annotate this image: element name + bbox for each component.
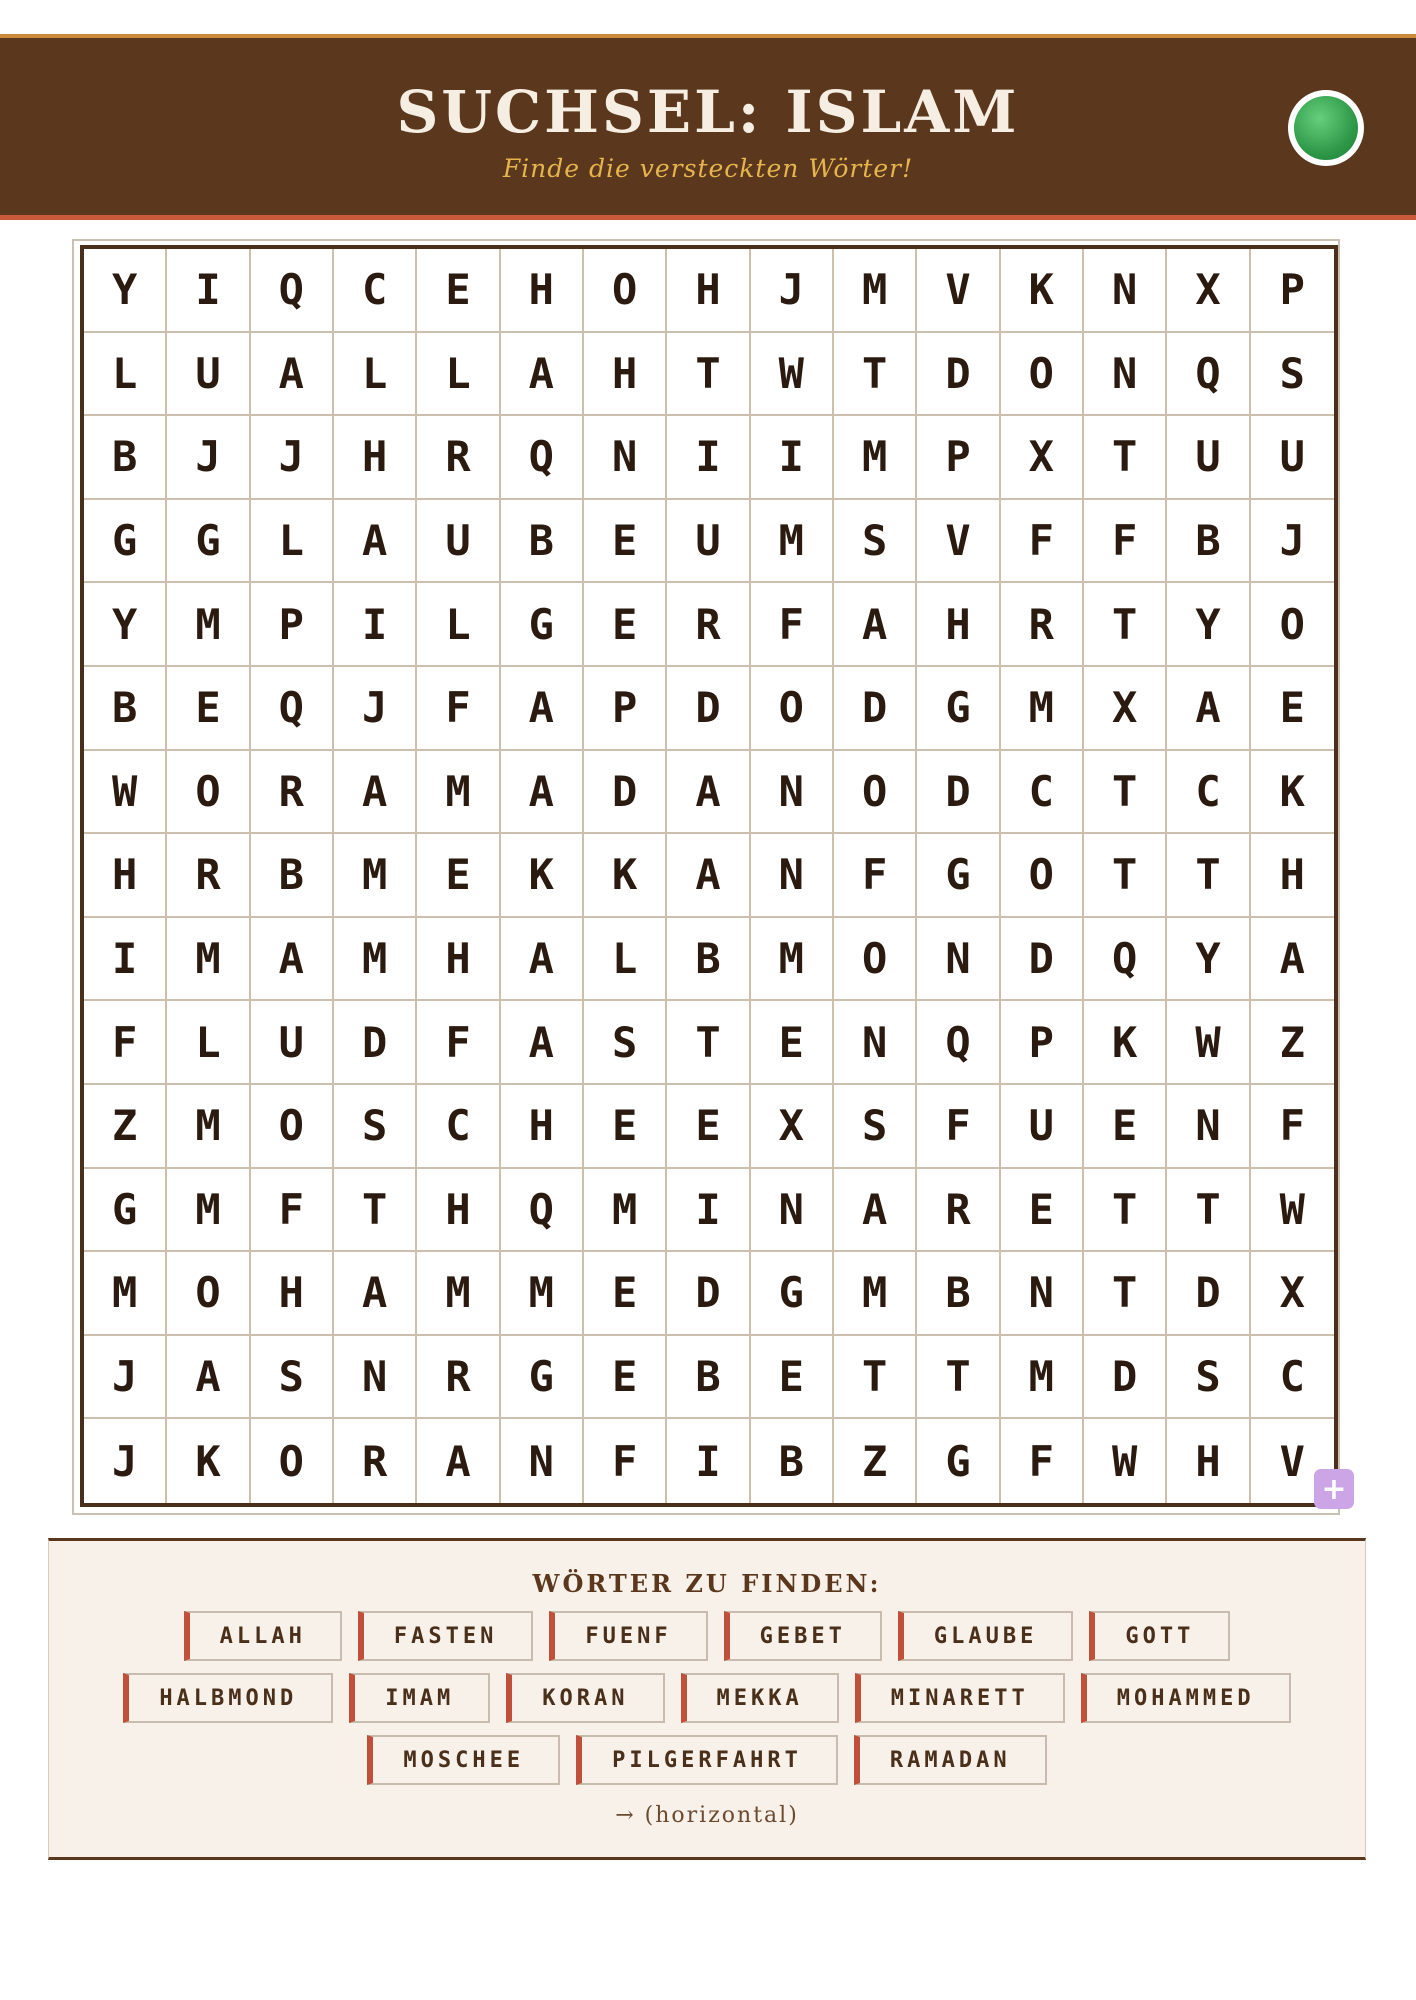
grid-cell[interactable]: T — [1084, 751, 1167, 835]
grid-cell[interactable]: R — [167, 834, 250, 918]
grid-cell[interactable]: T — [334, 1169, 417, 1253]
grid-cell[interactable]: S — [834, 500, 917, 584]
grid-cell[interactable]: N — [334, 1336, 417, 1420]
grid-cell[interactable]: A — [501, 1001, 584, 1085]
grid-cell[interactable]: N — [1084, 249, 1167, 333]
grid-cell[interactable]: I — [667, 416, 750, 500]
grid-cell[interactable]: G — [751, 1252, 834, 1336]
grid-cell[interactable]: P — [1251, 249, 1334, 333]
grid-cell[interactable]: L — [251, 500, 334, 584]
grid-cell[interactable]: J — [84, 1336, 167, 1420]
grid-cell[interactable]: A — [667, 751, 750, 835]
grid-cell[interactable]: O — [167, 751, 250, 835]
grid-cell[interactable]: H — [1251, 834, 1334, 918]
grid-cell[interactable]: B — [667, 1336, 750, 1420]
grid-cell[interactable]: E — [584, 1085, 667, 1169]
letter-grid — [80, 245, 1338, 1507]
grid-cell[interactable]: A — [834, 1169, 917, 1253]
grid-cell[interactable]: V — [917, 249, 1000, 333]
grid-cell[interactable]: N — [917, 918, 1000, 1002]
grid-cell[interactable]: J — [751, 249, 834, 333]
grid-cell[interactable]: N — [751, 751, 834, 835]
grid-cell[interactable]: N — [584, 416, 667, 500]
grid-cell[interactable]: M — [167, 1085, 250, 1169]
grid-cell[interactable]: Q — [501, 416, 584, 500]
grid-cell[interactable]: B — [501, 500, 584, 584]
page-subtitle: Finde die versteckten Wörter! — [502, 154, 914, 183]
grid-cell[interactable]: H — [417, 1169, 500, 1253]
grid-cell[interactable]: P — [1001, 1001, 1084, 1085]
grid-cell[interactable]: F — [417, 1001, 500, 1085]
grid-cell[interactable]: A — [334, 751, 417, 835]
grid-cell[interactable]: D — [584, 751, 667, 835]
grid-cell[interactable]: E — [584, 583, 667, 667]
grid-cell[interactable]: N — [1167, 1085, 1250, 1169]
grid-cell[interactable]: V — [1279, 1436, 1305, 1486]
grid-cell[interactable]: P — [584, 667, 667, 751]
grid-cell[interactable]: O — [251, 1085, 334, 1169]
grid-cell[interactable]: E — [1001, 1169, 1084, 1253]
grid-cell[interactable]: S — [584, 1001, 667, 1085]
grid-cell[interactable]: A — [501, 333, 584, 417]
word-chip-halbmond: HALBMOND — [123, 1673, 333, 1723]
word-chip-koran: KORAN — [506, 1673, 664, 1723]
grid-cell[interactable]: U — [1001, 1085, 1084, 1169]
grid-cell[interactable]: D — [667, 667, 750, 751]
grid-cell[interactable]: I — [167, 249, 250, 333]
grid-cell[interactable]: H — [501, 1085, 584, 1169]
grid-cell[interactable]: F — [917, 1085, 1000, 1169]
grid-cell[interactable]: U — [251, 1001, 334, 1085]
word-chip-minarett: MINARETT — [855, 1673, 1065, 1723]
grid-cell[interactable]: O — [1001, 333, 1084, 417]
grid-cell[interactable]: T — [834, 333, 917, 417]
grid-cell[interactable]: X — [1001, 416, 1084, 500]
grid-cell[interactable]: Q — [251, 249, 334, 333]
grid-cell[interactable]: H — [251, 1252, 334, 1336]
grid-cell[interactable]: J — [84, 1419, 167, 1503]
grid-cell[interactable]: W — [1167, 1001, 1250, 1085]
grid-cell[interactable]: J — [251, 416, 334, 500]
green-circle-icon-fill — [1294, 96, 1358, 160]
grid-cell[interactable]: M — [834, 1252, 917, 1336]
grid-cell[interactable]: X — [751, 1085, 834, 1169]
grid-cell[interactable]: F — [1084, 500, 1167, 584]
grid-cell[interactable]: B — [917, 1252, 1000, 1336]
grid-cell[interactable]: G — [84, 1169, 167, 1253]
grid-cell[interactable]: G — [501, 583, 584, 667]
word-chip-allah: ALLAH — [184, 1611, 342, 1661]
green-circle-icon — [1288, 90, 1364, 166]
grid-cell[interactable]: T — [667, 333, 750, 417]
grid-cell[interactable]: L — [584, 918, 667, 1002]
direction-legend: → (horizontal) — [615, 1803, 799, 1828]
grid-cell[interactable]: M — [334, 918, 417, 1002]
grid-cell[interactable]: O — [584, 249, 667, 333]
grid-cell[interactable]: E — [751, 1001, 834, 1085]
word-list — [79, 1611, 1335, 1785]
grid-cell[interactable]: Q — [251, 667, 334, 751]
grid-cell[interactable]: A — [251, 918, 334, 1002]
grid-cell[interactable]: I — [334, 583, 417, 667]
page-title: SUCHSEL: ISLAM — [396, 78, 1020, 146]
grid-cell[interactable]: A — [501, 667, 584, 751]
grid-cell[interactable]: U — [1167, 416, 1250, 500]
grid-cell[interactable]: C — [417, 1085, 500, 1169]
grid-cell[interactable]: E — [584, 500, 667, 584]
grid-cell[interactable]: L — [167, 1001, 250, 1085]
grid-cell[interactable]: B — [251, 834, 334, 918]
grid-cell[interactable]: X — [1167, 249, 1250, 333]
grid-cell[interactable]: S — [334, 1085, 417, 1169]
grid-cell[interactable]: L — [334, 333, 417, 417]
grid-cell[interactable]: U — [167, 333, 250, 417]
grid-cell[interactable]: D — [917, 751, 1000, 835]
grid-cell[interactable]: T — [1084, 416, 1167, 500]
grid-cell[interactable]: G — [501, 1336, 584, 1420]
grid-cell[interactable]: A — [667, 834, 750, 918]
grid-cell[interactable]: G — [84, 500, 167, 584]
grid-cell[interactable]: D — [917, 333, 1000, 417]
grid-cell[interactable]: I — [84, 918, 167, 1002]
grid-cell[interactable]: T — [917, 1336, 1000, 1420]
grid-cell[interactable]: M — [167, 1169, 250, 1253]
grid-cell[interactable]: F — [834, 834, 917, 918]
grid-cell[interactable]: P — [917, 416, 1000, 500]
grid-cell[interactable]: C — [1167, 751, 1250, 835]
grid-cell[interactable]: B — [751, 1419, 834, 1503]
grid-cell[interactable]: E — [1251, 667, 1334, 751]
grid-cell[interactable]: O — [1001, 834, 1084, 918]
grid-cell[interactable]: G — [917, 834, 1000, 918]
grid-cell[interactable]: A — [501, 751, 584, 835]
grid-cell[interactable]: H — [417, 918, 500, 1002]
grid-cell[interactable]: A — [501, 918, 584, 1002]
grid-cell[interactable]: Q — [917, 1001, 1000, 1085]
grid-cell[interactable]: E — [417, 834, 500, 918]
grid-cell[interactable]: O — [167, 1252, 250, 1336]
grid-cell[interactable]: N — [751, 834, 834, 918]
grid-cell[interactable]: W — [1251, 1169, 1334, 1253]
word-list-panel — [48, 1538, 1366, 1860]
grid-cell[interactable]: J — [167, 416, 250, 500]
grid-cell[interactable]: D — [1084, 1336, 1167, 1420]
grid-cell[interactable]: R — [1001, 583, 1084, 667]
grid-cell[interactable]: J — [334, 667, 417, 751]
grid-cell[interactable]: R — [417, 416, 500, 500]
grid-cell[interactable]: K — [1084, 1001, 1167, 1085]
grid-cell[interactable]: Y — [84, 249, 167, 333]
word-chip-glaube: GLAUBE — [898, 1611, 1073, 1661]
grid-cell[interactable]: N — [501, 1419, 584, 1503]
grid-cell[interactable]: Q — [1084, 918, 1167, 1002]
grid-cell[interactable]: T — [1084, 583, 1167, 667]
word-chip-fuenf: FUENF — [549, 1611, 707, 1661]
word-chip-imam: IMAM — [349, 1673, 490, 1723]
grid-cell[interactable]: T — [1084, 1252, 1167, 1336]
grid-cell[interactable]: J — [1251, 500, 1334, 584]
grid-cell[interactable]: Y — [1167, 583, 1250, 667]
grid-cell[interactable]: K — [501, 834, 584, 918]
grid-cell[interactable]: E — [584, 1252, 667, 1336]
grid-cell[interactable]: M — [834, 416, 917, 500]
grid-cell[interactable]: A — [1167, 667, 1250, 751]
grid-cell[interactable]: W — [84, 751, 167, 835]
grid-cell[interactable]: E — [584, 1336, 667, 1420]
grid-cell[interactable]: B — [84, 416, 167, 500]
grid-cell[interactable]: N — [1001, 1252, 1084, 1336]
word-chip-mekka: MEKKA — [681, 1673, 839, 1723]
grid-cell[interactable]: G — [167, 500, 250, 584]
grid-cell[interactable]: L — [417, 583, 500, 667]
word-chip-gebet: GEBET — [724, 1611, 882, 1661]
grid-cell[interactable]: Z — [834, 1419, 917, 1503]
grid-cell[interactable]: Z — [84, 1085, 167, 1169]
grid-cell[interactable]: M — [1001, 1336, 1084, 1420]
grid-cell[interactable]: A — [417, 1419, 500, 1503]
grid-cell[interactable]: M — [334, 834, 417, 918]
grid-cell[interactable]: S — [251, 1336, 334, 1420]
grid-cell[interactable]: F — [584, 1419, 667, 1503]
worksheet-header — [0, 34, 1416, 220]
grid-cell[interactable]: F — [1001, 500, 1084, 584]
grid-cell[interactable]: C — [334, 249, 417, 333]
grid-cell[interactable]: Y — [84, 583, 167, 667]
grid-cell[interactable]: U — [1251, 416, 1334, 500]
grid-cell[interactable]: I — [667, 1419, 750, 1503]
grid-cell[interactable]: X — [1251, 1252, 1334, 1336]
grid-cell[interactable]: G — [917, 667, 1000, 751]
grid-cell[interactable]: T — [1084, 834, 1167, 918]
grid-cell[interactable]: N — [751, 1169, 834, 1253]
grid-cell[interactable]: E — [751, 1336, 834, 1420]
grid-cell[interactable]: O — [1251, 583, 1334, 667]
grid-cell[interactable]: B — [1167, 500, 1250, 584]
word-chip-ramadan: RAMADAN — [854, 1735, 1047, 1785]
grid-cell[interactable]: F — [751, 583, 834, 667]
grid-cell[interactable]: M — [584, 1169, 667, 1253]
grid-cell[interactable]: D — [334, 1001, 417, 1085]
grid-cell[interactable]: T — [1084, 1169, 1167, 1253]
grid-cell[interactable]: F — [84, 1001, 167, 1085]
grid-cell[interactable]: W — [1084, 1419, 1167, 1503]
grid-cell[interactable]: E — [667, 1085, 750, 1169]
grid-cell[interactable]: I — [667, 1169, 750, 1253]
grid-cell[interactable]: R — [667, 583, 750, 667]
grid-cell[interactable]: O — [251, 1419, 334, 1503]
grid-cell[interactable]: B — [667, 918, 750, 1002]
word-chip-pilgerfahrt: PILGERFAHRT — [576, 1735, 838, 1785]
grid-cell[interactable]: L — [417, 333, 500, 417]
grid-cell[interactable]: K — [1251, 751, 1334, 835]
grid-cell[interactable]: M — [167, 918, 250, 1002]
grid-cell[interactable]: T — [667, 1001, 750, 1085]
grid-cell[interactable]: Z — [1251, 1001, 1334, 1085]
grid-cell[interactable]: R — [417, 1336, 500, 1420]
grid-cell[interactable]: A — [251, 333, 334, 417]
grid-cell[interactable]: D — [1001, 918, 1084, 1002]
word-chip-moschee: MOSCHEE — [367, 1735, 560, 1785]
grid-cell[interactable]: M — [501, 1252, 584, 1336]
grid-cell[interactable]: F — [417, 667, 500, 751]
grid-cell[interactable]: H — [584, 333, 667, 417]
grid-cell[interactable]: O — [834, 918, 917, 1002]
grid-cell[interactable]: H — [84, 834, 167, 918]
grid-cell[interactable]: S — [1167, 1336, 1250, 1420]
grid-cell[interactable]: H — [501, 249, 584, 333]
grid-cell[interactable]: L — [84, 333, 167, 417]
grid-cell[interactable]: D — [834, 667, 917, 751]
grid-cell[interactable]: N — [834, 1001, 917, 1085]
grid-cell[interactable]: S — [1251, 333, 1334, 417]
word-list-heading: WÖRTER ZU FINDEN: — [532, 1569, 882, 1598]
grid-cell[interactable]: C — [1251, 1336, 1334, 1420]
grid-cell[interactable]: G — [917, 1419, 1000, 1503]
grid-cell[interactable]: M — [751, 500, 834, 584]
grid-cell[interactable]: S — [834, 1085, 917, 1169]
grid-cell[interactable]: F — [251, 1169, 334, 1253]
grid-cell[interactable]: H — [667, 249, 750, 333]
grid-cell[interactable]: K — [584, 834, 667, 918]
grid-cell[interactable]: V — [917, 500, 1000, 584]
grid-cell[interactable]: A — [834, 583, 917, 667]
grid-cell[interactable]: M — [167, 583, 250, 667]
grid-cell[interactable]: A — [334, 500, 417, 584]
grid-cell[interactable]: M — [834, 249, 917, 333]
grid-cell[interactable]: K — [1001, 249, 1084, 333]
word-chip-gott: GOTT — [1089, 1611, 1230, 1661]
grid-cell[interactable]: R — [917, 1169, 1000, 1253]
grid-cell[interactable]: R — [251, 751, 334, 835]
grid-cell[interactable]: P — [251, 583, 334, 667]
plus-icon[interactable]: + — [1314, 1469, 1354, 1509]
grid-cell[interactable]: H — [334, 416, 417, 500]
grid-cell[interactable]: M — [1001, 667, 1084, 751]
grid-cell[interactable]: M — [417, 751, 500, 835]
grid-cell[interactable]: H — [1167, 1419, 1250, 1503]
word-chip-mohammed: MOHAMMED — [1081, 1673, 1291, 1723]
grid-cell[interactable]: N — [1084, 333, 1167, 417]
grid-cell[interactable]: T — [1167, 834, 1250, 918]
grid-cell[interactable]: B — [84, 667, 167, 751]
grid-cell[interactable]: E — [417, 249, 500, 333]
grid-cell[interactable]: M — [751, 918, 834, 1002]
grid-cell[interactable]: T — [1167, 1169, 1250, 1253]
grid-cell[interactable]: Q — [1167, 333, 1250, 417]
grid-cell[interactable]: O — [834, 751, 917, 835]
grid-cell[interactable]: I — [751, 416, 834, 500]
grid-cell[interactable]: Q — [501, 1169, 584, 1253]
grid-cell[interactable]: F — [1251, 1085, 1334, 1169]
grid-cell[interactable]: X — [1084, 667, 1167, 751]
grid-cell[interactable]: W — [751, 333, 834, 417]
grid-cell[interactable]: A — [1251, 918, 1334, 1002]
grid-cell[interactable]: H — [917, 583, 1000, 667]
grid-cell[interactable]: E — [1084, 1085, 1167, 1169]
grid-cell[interactable]: O — [751, 667, 834, 751]
grid-cell[interactable]: D — [667, 1252, 750, 1336]
grid-cell[interactable]: U — [417, 500, 500, 584]
grid-cell[interactable]: A — [334, 1252, 417, 1336]
grid-cell[interactable]: M — [417, 1252, 500, 1336]
grid-cell[interactable]: E — [167, 667, 250, 751]
grid-cell[interactable]: R — [334, 1419, 417, 1503]
grid-cell[interactable]: K — [167, 1419, 250, 1503]
grid-cell[interactable]: D — [1167, 1252, 1250, 1336]
grid-cell[interactable]: A — [167, 1336, 250, 1420]
word-chip-fasten: FASTEN — [358, 1611, 533, 1661]
grid-cell[interactable]: F — [1001, 1419, 1084, 1503]
grid-cell[interactable]: T — [834, 1336, 917, 1420]
grid-cell[interactable]: M — [84, 1252, 167, 1336]
grid-cell[interactable]: C — [1001, 751, 1084, 835]
grid-cell[interactable]: U — [667, 500, 750, 584]
grid-cell[interactable]: Y — [1167, 918, 1250, 1002]
